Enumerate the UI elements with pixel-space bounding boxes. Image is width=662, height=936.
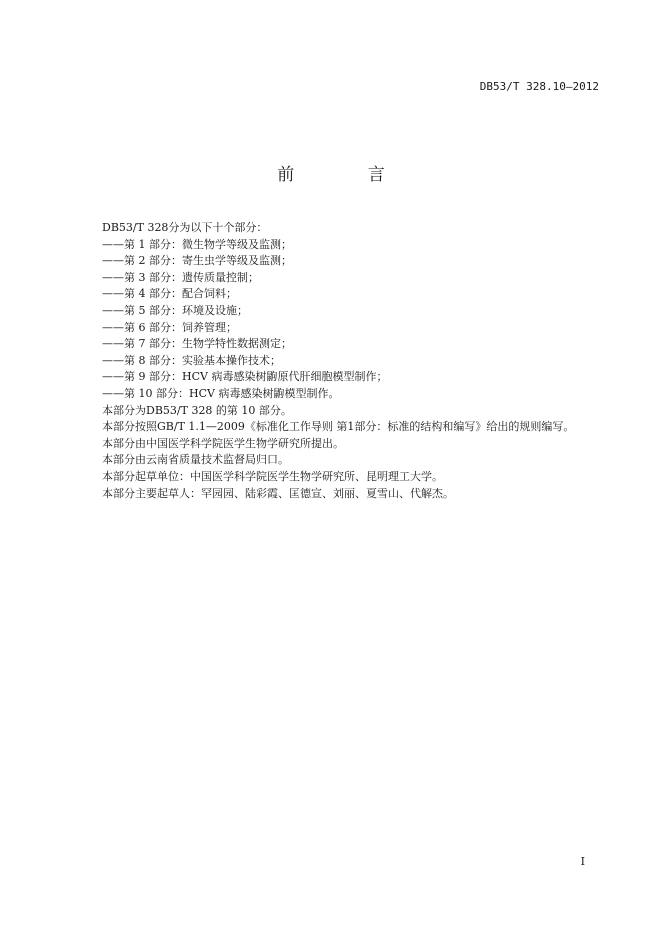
part-list-item: ——第 6 部分：饲养管理；	[102, 320, 237, 334]
drafting-units-statement: 本部分起草单位：中国医学科学院医学生物学研究所、昆明理工大学。	[102, 469, 443, 483]
administrator-statement: 本部分由云南省质量技术监督局归口。	[102, 453, 289, 467]
part-list-item: ——第 1 部分：微生物学等级及监测；	[102, 237, 292, 251]
part-list-item: ——第 10 部分：HCV 病毒感染树鼩模型制作。	[102, 386, 340, 400]
part-list-item: ——第 3 部分：遗传质量控制；	[102, 270, 259, 284]
foreword-body	[102, 220, 622, 502]
page-title: 前 言	[277, 165, 419, 185]
part-list-item: ——第 9 部分：HCV 病毒感染树鼩原代肝细胞模型制作；	[102, 370, 388, 384]
proposer-statement: 本部分由中国医学科学院医学生物学研究所提出。	[102, 436, 344, 450]
drafters-statement: 本部分主要起草人：罕园园、陆彩霞、匡德宣、刘丽、夏雪山、代解杰。	[102, 486, 454, 500]
part-list-item: ——第 2 部分：寄生虫学等级及监测；	[102, 254, 292, 268]
part-list-item: ——第 5 部分：环境及设施；	[102, 303, 248, 317]
part-list-item: ——第 8 部分：实验基本操作技术；	[102, 353, 281, 367]
part-list-item: ——第 7 部分：生物学特性数据测定；	[102, 337, 292, 351]
this-part-statement: 本部分为DB53/T 328 的第 10 部分。	[102, 403, 292, 417]
page-number: I	[580, 855, 585, 868]
parts-intro: DB53/T 328分为以下十个部分：	[102, 221, 268, 234]
standard-code: DB53/T 328.10—2012	[479, 80, 599, 93]
part-list-item: ——第 4 部分：配合饲料；	[102, 287, 237, 301]
drafting-rules-statement: 本部分按照GB/T 1.1—2009《标准化工作导则 第1部分：标准的结构和编写》给出的规则编写。	[102, 420, 575, 434]
